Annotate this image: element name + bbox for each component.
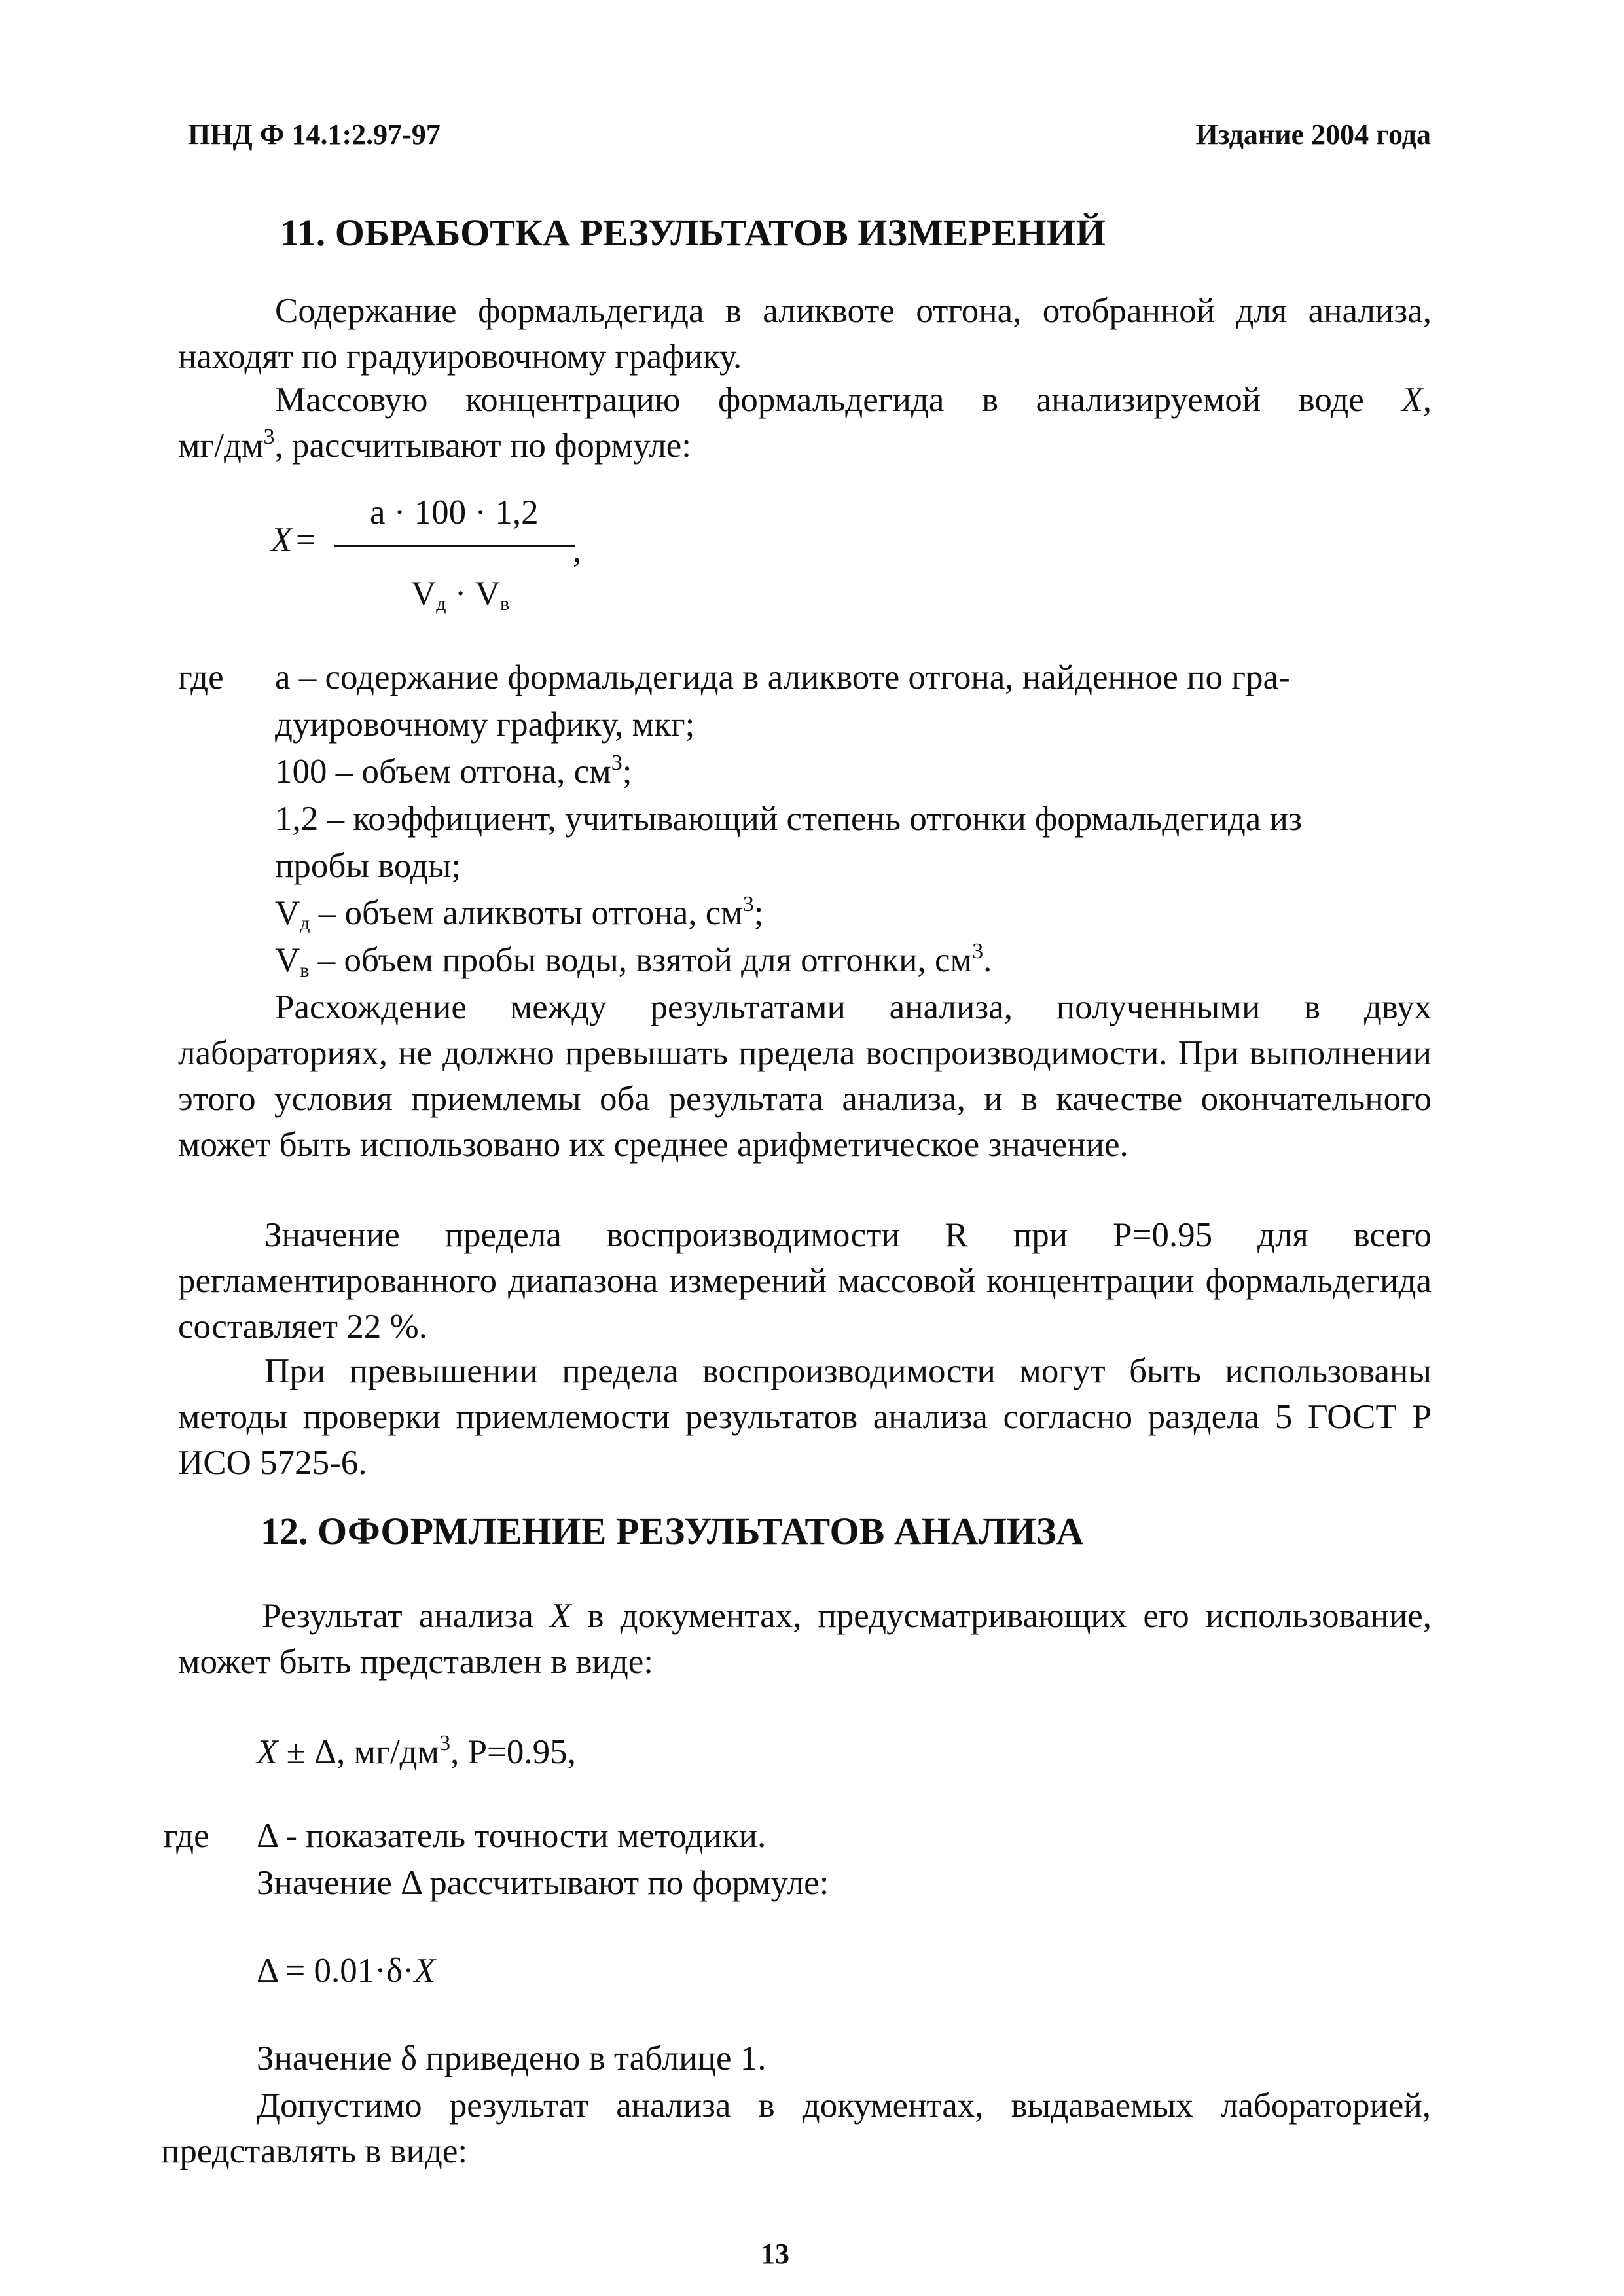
variable-x: X, <box>1401 381 1432 419</box>
delta-definition: Δ - показатель точности методики. <box>257 1817 767 1855</box>
formula-numerator: a · 100 · 1,2 <box>370 493 539 531</box>
def-e: $V_в$ – объем пробы воды, взятой для отгонки, $см^3$. <box>275 939 992 981</box>
formula-comma: , <box>573 531 582 569</box>
s11-paragraph-2-line-2: $мг/дм^3$, рассчитывают по формуле: <box>178 425 692 465</box>
s11-paragraph-1: Содержание формальдегида в аликвоте отгона, отобранной для анализа, находят по градуировочному графику. <box>178 292 1432 376</box>
result-format-formula: X ± Δ, $мг/дм^3$, P=0.95, <box>257 1731 576 1771</box>
delta-calc-text: Значение Δ рассчитывают по формуле: <box>257 1864 829 1902</box>
section-11-title: 11. ОБРАБОТКА РЕЗУЛЬТАТОВ ИЗМЕРЕНИЙ <box>280 211 1106 254</box>
def-b: 100 – объем отгона, $см^3$; <box>275 751 632 791</box>
s11-paragraph-4: Значение предела воспроизводимости R при P=0.95 для всего регламентированного диапазона измерений массовой концентрации формальдегида составляет 22 %. <box>178 1216 1432 1346</box>
where-label-2: где <box>164 1817 209 1855</box>
def-c-line-2: пробы воды; <box>275 847 461 885</box>
formula-denominator: $V_д \cdot V_в$ <box>411 575 510 615</box>
s12-paragraph-1: Результат анализа X в документах, предусматривающих его использование, может быть представлен в виде: <box>178 1597 1432 1681</box>
s11-paragraph-3: Расхождение между результатами анализа, полученными в двух лабораториях, не должно превышать предела воспроизводимости. При выполнении этого условия приемлемы оба результата анализа, и в качестве окончательного может быть использовано их среднее арифметическое значение. <box>178 988 1432 1164</box>
s12-paragraph-last: Допустимо результат анализа в документах, выдаваемых лабораторией, представлять в виде: <box>161 2087 1431 2170</box>
formula-equals: = <box>296 521 316 559</box>
s11-paragraph-5: При превышении предела воспроизводимости могут быть использованы методы проверки приемлемости результатов анализа согласно раздела 5 ГОСТ Р ИСО 5725-6. <box>178 1352 1432 1482</box>
delta-table-reference: Значение δ приведено в таблице 1. <box>257 2039 767 2077</box>
def-d: $V_д$ – объем аликвоты отгона, $см^3$; <box>275 892 764 934</box>
document-code: ПНД Ф 14.1:2.97-97 <box>188 118 441 151</box>
where-label: где <box>178 658 224 696</box>
formula-fraction-bar <box>334 545 575 547</box>
formula-lhs: X <box>271 521 293 559</box>
delta-formula: Δ = 0.01·δ·X <box>257 1952 435 1990</box>
def-c-line-1: 1,2 – коэффициент, учитывающий степень отгонки формальдегида из <box>275 800 1302 838</box>
def-a-line-1: a – содержание формальдегида в аликвоте отгона, найденное по гра- <box>275 658 1290 696</box>
page-number: 13 <box>761 2238 789 2270</box>
edition-label: Издание 2004 года <box>1195 118 1431 151</box>
s11-paragraph-2-line-1: Массовую концентрацию формальдегида в анализируемой воде X, <box>275 381 1432 419</box>
def-a-line-2: дуировочному графику, мкг; <box>275 706 695 744</box>
section-12-title: 12. ОФОРМЛЕНИЕ РЕЗУЛЬТАТОВ АНАЛИЗА <box>261 1510 1084 1552</box>
